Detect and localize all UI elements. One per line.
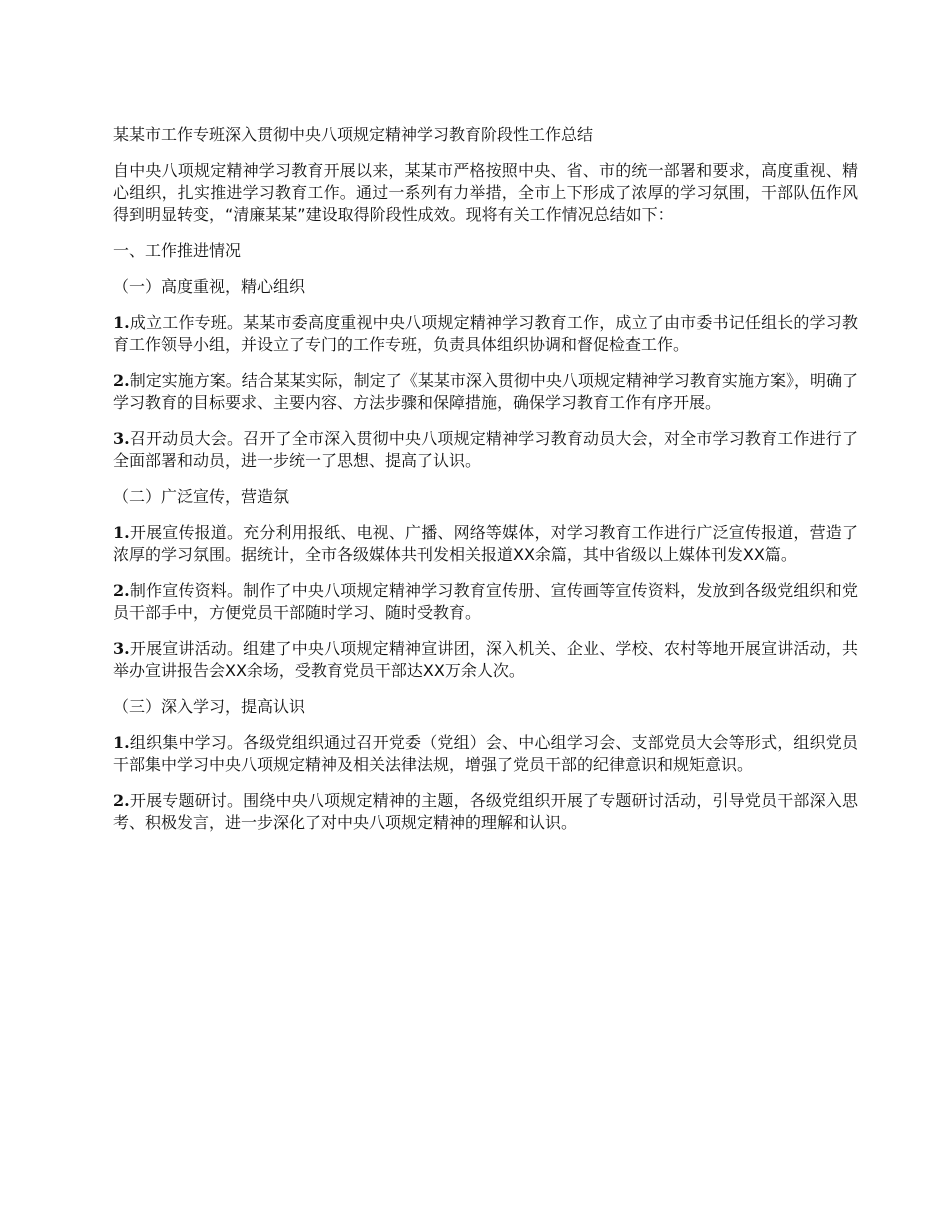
list-item	[113, 732, 858, 776]
item-text: 召开动员大会。召开了全市深入贯彻中央八项规定精神学习教育动员大会，对全市学习教育工作进行了全面部署和动员，进一步统一了思想、提高了认识。	[113, 429, 858, 470]
list-item	[113, 312, 858, 356]
list-item	[113, 522, 858, 566]
list-item	[113, 580, 858, 624]
item-text: 组织集中学习。各级党组织通过召开党委（党组）会、中心组学习会、支部党员大会等形式，组织党员干部集中学习中央八项规定精神及相关法律法规，增强了党员干部的纪律意识和规矩意识。	[113, 733, 858, 774]
list-item	[113, 638, 858, 682]
item-text: 制作宣传资料。制作了中央八项规定精神学习教育宣传册、宣传画等宣传资料，发放到各级党组织和党员干部手中，方便党员干部随时学习、随时受教育。	[113, 581, 858, 622]
item-number: 2.	[113, 791, 130, 810]
intro-paragraph: 自中央八项规定精神学习教育开展以来，某某市严格按照中央、省、市的统一部署和要求，高度重视、精心组织，扎实推进学习教育工作。通过一系列有力举措，全市上下形成了浓厚的学习氛围，干部队伍作风得到明显转变，“清廉某某”建设取得阶段性成效。现将有关工作情况总结如下：	[113, 161, 858, 224]
item-number: 1.	[113, 523, 130, 542]
item-number: 2.	[113, 581, 130, 600]
document-title: 某某市工作专班深入贯彻中央八项规定精神学习教育阶段性工作总结	[113, 125, 594, 144]
item-text: 开展宣讲活动。组建了中央八项规定精神宣讲团，深入机关、企业、学校、农村等地开展宣讲活动，共举办宣讲报告会XX余场，受教育党员干部达XX万余人次。	[113, 639, 858, 680]
item-text: 开展专题研讨。围绕中央八项规定精神的主题，各级党组织开展了专题研讨活动，引导党员干部深入思考、积极发言，进一步深化了对中央八项规定精神的理解和认识。	[113, 791, 858, 832]
list-item	[113, 790, 858, 834]
list-item	[113, 370, 858, 414]
item-number: 3.	[113, 429, 130, 448]
item-number: 1.	[113, 313, 130, 332]
list-item	[113, 428, 858, 472]
subsection-heading-1: （一）高度重视，精心组织	[113, 277, 306, 296]
subsection-heading-3: （三）深入学习，提高认识	[113, 697, 306, 716]
item-number: 1.	[113, 733, 130, 752]
document-page	[113, 124, 858, 848]
item-text: 成立工作专班。某某市委高度重视中央八项规定精神学习教育工作，成立了由市委书记任组长的学习教育工作领导小组，并设立了专门的工作专班，负责具体组织协调和督促检查工作。	[113, 313, 858, 354]
subsection-heading-2: （二）广泛宣传，营造氛	[113, 487, 290, 506]
section-heading-1: 一、工作推进情况	[113, 241, 242, 260]
item-text: 制定实施方案。结合某某实际，制定了《某某市深入贯彻中央八项规定精神学习教育实施方案》，明确了学习教育的目标要求、主要内容、方法步骤和保障措施，确保学习教育工作有序开展。	[113, 371, 858, 412]
item-text: 开展宣传报道。充分利用报纸、电视、广播、网络等媒体，对学习教育工作进行广泛宣传报道，营造了浓厚的学习氛围。据统计，全市各级媒体共刊发相关报道XX余篇，其中省级以上媒体刊发XX篇。	[113, 523, 858, 564]
item-number: 2.	[113, 371, 130, 390]
item-number: 3.	[113, 639, 130, 658]
